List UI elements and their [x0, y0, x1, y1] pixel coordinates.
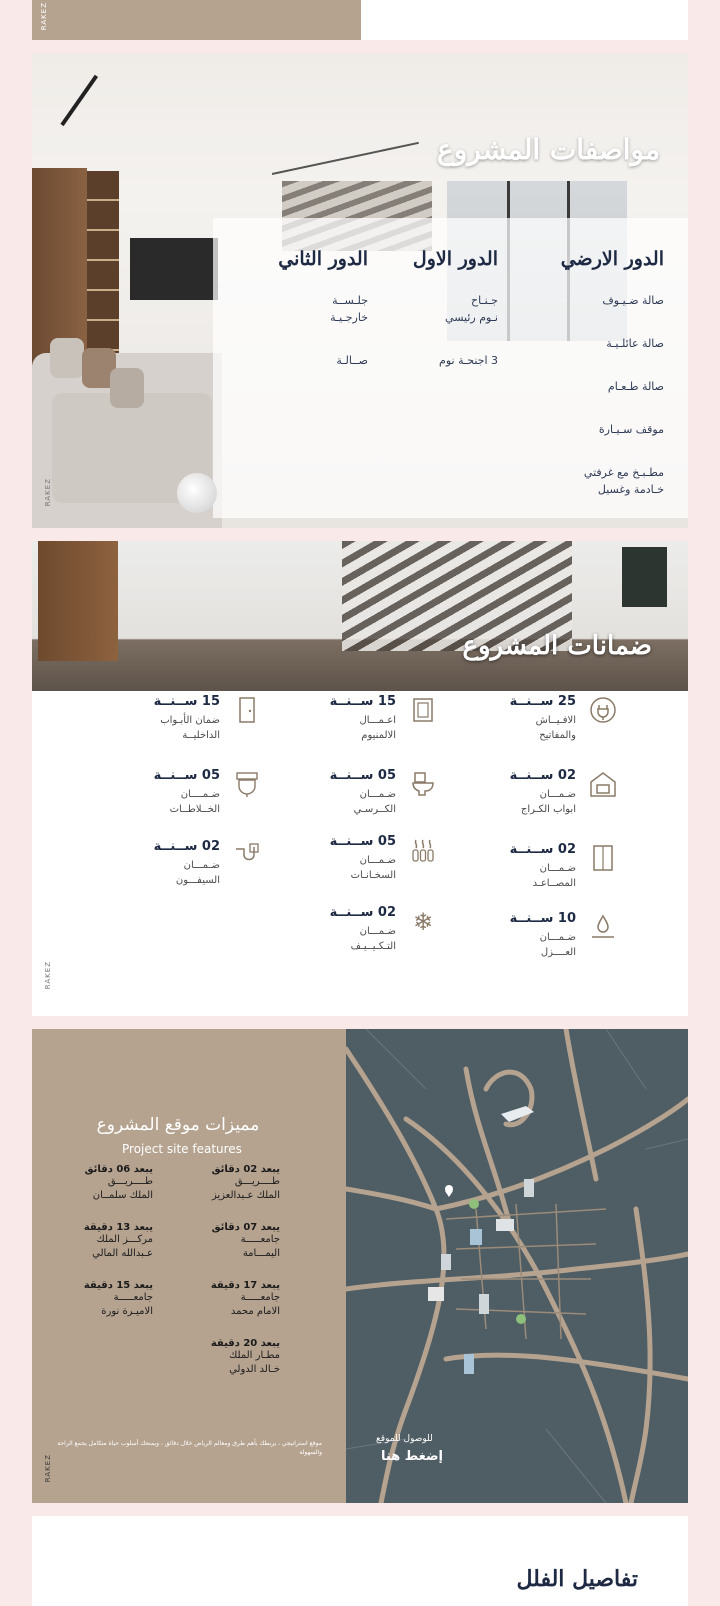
- previous-card-bottom: [32, 0, 688, 40]
- guarantee-desc: ضـمـــان السيفـــون: [175, 860, 220, 886]
- poi-time: يبعد 20 دقيقة: [210, 1338, 280, 1349]
- poi-time: يبعد 06 دقائق: [84, 1164, 153, 1175]
- floor-title: الدور الاول: [412, 248, 498, 270]
- floor-item: موقف سـيـارة: [598, 423, 664, 436]
- door-icon: [232, 696, 262, 726]
- poi-item: [170, 1164, 280, 1203]
- poi-name: جامعـــــة الامام محمد: [230, 1292, 280, 1317]
- floor-first-column: [413, 248, 498, 395]
- heater-icon: [408, 836, 438, 866]
- map-roads: [346, 1029, 688, 1503]
- pillow: [50, 338, 84, 378]
- poi-name: جامعـــــة اليمـــامة: [240, 1234, 280, 1259]
- reach-location-label: للوصول للموقع: [376, 1434, 433, 1444]
- guarantee-desc: ضـمـــان ابواب الكـراج: [520, 789, 576, 815]
- guarantee-item: [248, 907, 438, 977]
- brand-vertical: RAKEZ: [40, 2, 48, 31]
- guarantee-desc: ضـمــــان الخــلاطــات: [169, 789, 220, 815]
- faucet-icon: [232, 770, 262, 800]
- poi-time: يبعد 02 دقائق: [211, 1164, 280, 1175]
- poi-name: طــــريـــق الملك سلمــان: [92, 1176, 153, 1201]
- guarantee-item: [72, 770, 262, 840]
- poi-item: [43, 1222, 153, 1261]
- location-title: مميزات موقع المشروع: [96, 1115, 260, 1135]
- garage-icon: [588, 770, 618, 800]
- guarantee-item: [248, 696, 438, 766]
- floor-item: صالة طـعـام: [607, 380, 664, 393]
- floor-item: جـنـاح نـوم رئيسي: [445, 294, 498, 324]
- guarantee-desc: ضـمـــان التـكـيــيـف: [350, 926, 396, 952]
- brand-vertical: RAKEZ: [44, 478, 52, 507]
- poi-time: يبعد 15 دقيقة: [83, 1280, 153, 1291]
- elevator-icon: [588, 844, 618, 874]
- window-frame-icon: [408, 696, 438, 726]
- poi-item: [170, 1338, 280, 1377]
- guarantee-desc: الافـيــاش والمفاتيح: [535, 715, 576, 741]
- television: [130, 238, 218, 300]
- guarantee-item: [428, 770, 618, 840]
- guarantee-years: 02 ســنــة: [153, 839, 220, 854]
- siphon-icon: [232, 841, 262, 871]
- poi-name: طــــريـــق الملك عـبدالعزيز: [211, 1176, 280, 1201]
- poi-time: يبعد 07 دقائق: [211, 1222, 280, 1233]
- pillow: [110, 368, 144, 408]
- floor-item: 3 اجنحـة نوم: [439, 354, 498, 367]
- specs-title: مواصفات المشروع: [437, 133, 660, 166]
- poi-name: مطـار الملك خـالد الدولي: [229, 1350, 280, 1375]
- guarantee-years: 15 ســنــة: [153, 694, 220, 709]
- guarantee-item: [428, 696, 618, 766]
- floor-item: صــالـة: [336, 354, 368, 367]
- guarantee-item: [428, 844, 618, 914]
- floor-ground-column: [561, 248, 664, 524]
- guarantee-years: 05 ســنــة: [329, 768, 396, 783]
- guarantee-years: 02 ســنــة: [509, 842, 576, 857]
- guarantee-desc: ضـمـــان العــــزل: [539, 932, 576, 958]
- guarantee-item: [428, 913, 618, 983]
- toilet-icon: [408, 770, 438, 800]
- press-here-link[interactable]: إضغط هنا: [381, 1449, 444, 1464]
- ceiling-light: [60, 75, 98, 126]
- poi-item: [43, 1280, 153, 1319]
- brand-vertical: RAKEZ: [44, 1454, 52, 1483]
- guarantee-years: 05 ســنــة: [153, 768, 220, 783]
- location-map[interactable]: [346, 1029, 688, 1503]
- guarantee-desc: ضـمـــان المصــاعـد: [532, 863, 576, 889]
- location-note: موقع استراتيجي ، يربطك بأهم طرق ومعالم الرياض خلال دقائق ، ويمنحك أسلوب حياة متكامل يجمع الراحة والسهولة: [57, 1440, 322, 1456]
- ceiling-track: [272, 142, 419, 175]
- guarantee-years: 02 ســنــة: [329, 905, 396, 920]
- villa-details-title: تفاصيل الفلل: [516, 1566, 638, 1592]
- wood-door: [38, 541, 118, 661]
- floor-title: الدور الارضي: [560, 248, 664, 270]
- guarantee-item: [248, 770, 438, 840]
- poi-name: مركـــز الملك عـبدالله المالي: [92, 1234, 153, 1259]
- snowflake-icon: ❄: [412, 908, 434, 936]
- floor-item: صالة عائلـيـة: [606, 337, 664, 350]
- poi-time: يبعد 17 دقيقة: [210, 1280, 280, 1291]
- guarantee-years: 05 ســنــة: [329, 834, 396, 849]
- guarantee-years: 02 ســنــة: [509, 768, 576, 783]
- guarantee-desc: ضمان الأبـواب الداخليــة: [160, 715, 220, 741]
- guarantee-desc: ضـمـــان الكــرسـي: [353, 789, 396, 815]
- floor-item: جلـســة خارجـيـة: [330, 294, 368, 324]
- project-location-card: [32, 1029, 688, 1503]
- villa-details-card: [32, 1516, 688, 1606]
- insulation-icon: [588, 913, 618, 943]
- location-subtitle: Project site features: [122, 1142, 242, 1156]
- poi-item: [43, 1164, 153, 1203]
- shelf-unit: [87, 171, 119, 361]
- floor-second-column: [278, 248, 368, 395]
- poi-name: جامعـــــة الاميـرة نورة: [101, 1292, 153, 1317]
- poi-time: يبعد 13 دقيقة: [83, 1222, 153, 1233]
- guarantee-item: [72, 696, 262, 766]
- guarantee-item: [248, 836, 438, 906]
- plug-icon: [588, 696, 618, 726]
- poi-item: [170, 1222, 280, 1261]
- guarantee-desc: اعـمـــال الالمنيوم: [359, 715, 396, 741]
- floor-item: صالة ضـيـوف: [602, 294, 664, 307]
- poi-item: [170, 1280, 280, 1319]
- floor-title: الدور الثاني: [278, 248, 368, 270]
- previous-card-tan-panel: [32, 0, 361, 40]
- guarantee-item: [72, 841, 262, 911]
- guarantees-title: ضمانات المشروع: [462, 631, 652, 661]
- guarantee-years: 10 ســنــة: [509, 911, 576, 926]
- project-specs-card: [32, 53, 688, 528]
- location-info-panel: [32, 1029, 346, 1503]
- project-guarantees-card: [32, 541, 688, 1016]
- brand-vertical: RAKEZ: [44, 961, 52, 990]
- guarantee-desc: ضـمـــان السخـانـات: [350, 855, 396, 881]
- guarantee-years: 25 ســنــة: [509, 694, 576, 709]
- floor-item: مطـبـخ مع غرفتي خـادمة وغسيل: [583, 466, 664, 496]
- window: [622, 547, 667, 607]
- decor-globe: [177, 473, 217, 513]
- guarantee-years: 15 ســنــة: [329, 694, 396, 709]
